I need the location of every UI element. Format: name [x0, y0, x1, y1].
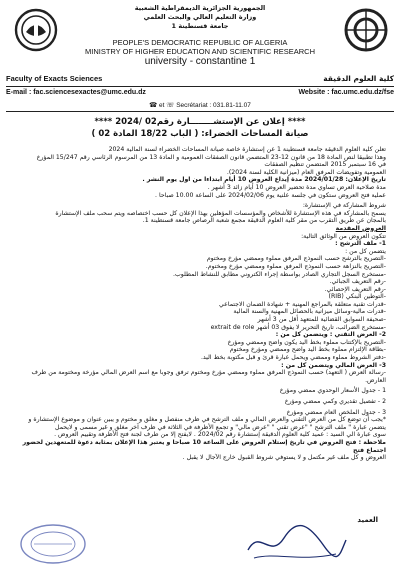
body-paragraph: وهذا تطبيقا لنص المادة 18 من قانون 12-23 المتضمن قانون الصفقات العمومية و المادة 13 من المرسوم الرئاسي رقم 15/247 المؤرخ: [36, 153, 386, 161]
list-item: -بطاقة الإلتزام مملوء بخط اليد واضح وممضي ومؤرخ ومختوم: [229, 346, 386, 354]
phone-text: ☎ et ☏ Secrétariat : 031.81-11.07: [149, 102, 251, 109]
divider: [6, 86, 394, 87]
announcement-date: تاريخ الإعلان: 2024/01/28 مدة إيداع العروض 10 أيام ابتداءا من اول يوم النشر .: [142, 176, 386, 184]
list-item: -رسالة العرض ( التعهد) حسب النموذج المرفق مملوء وممضي مؤرخ ومختوم ترفق وجوبا مع اسم العرض المالي مؤرخة ومختومة من طرف: [31, 369, 386, 377]
body-paragraph: تعلن كلية العلوم الدقيقة جامعة قسنطينة 1 عن إستشارة خاصة صيانة المساحات الخضراء لسنة المالية 2024: [108, 146, 386, 153]
header-arabic: [60, 4, 340, 31]
title-subject: صيانة المساحات الخضراء: ( الباب 18/22 المادة 02 ): [91, 129, 309, 139]
official-stamp-icon: [18, 522, 88, 566]
numbered-item: 1 - جدول الأسعار الوحدوي ممضي ومؤرخ: [279, 387, 386, 395]
faculty-name-fr: Faculty of Exacts Sciences: [6, 74, 103, 83]
faculty-row: [6, 74, 394, 86]
body-paragraph: بالمجان عن طريق التقرب من مقر كلية العلوم الدقيقة مجمع شعبة الرصاص جامعة قسنطينة 1.: [142, 217, 386, 225]
announcement-body: [16, 146, 386, 462]
header-french: [0, 38, 400, 67]
header-fr-line: MINISTRY OF HIGHER EDUCATION AND SCIENTIFIC RESEARCH: [84, 47, 316, 56]
body-paragraph: يسمح بالمشاركة في هذه الإستشارة للأشخاص والمؤسسات المؤهلين بهذا الإعلان كل حسب اختصاصه ويتم سحب ملف الإستشارة: [55, 209, 386, 217]
title-line: **** إعلان عن الإستشــــــــارة رقم02 /2024 ****: [94, 117, 306, 127]
signature-icon: [240, 520, 350, 566]
announcement-title: [20, 116, 380, 140]
list-item: -مستخرج السجل التجاري الصادر بواسطة إجراء الكتروني مطابق للنشاط المطلوب.: [173, 270, 386, 278]
list-item: [16, 324, 386, 332]
list-item: -رقم التعريف الإحصائي.: [324, 285, 386, 293]
body-paragraph: يتضمن كل من :: [345, 247, 386, 255]
header-ar-line: الجمهورية الجزائرية الديمقراطية الشعبية: [134, 4, 266, 12]
list-item: -التصريح بالإكتتاب مملوء بخط اليد يكون واضح وممضي ومؤرخ: [227, 338, 386, 346]
list-item: -التوطين البنكي (RIB): [328, 293, 386, 301]
divider: [6, 111, 394, 112]
note-paragraph: ملاحظة : فتح العروض في تاريخ إستلام العروض على الساعة 10 صباحا و يعتبر هذا الإعلان بمثابة دعوة للمتعهدين لحضور اجتماع فتح: [22, 438, 386, 454]
list-item: -رقم التعريف الجبائي.: [329, 278, 386, 286]
list-item: -التصريح بالنزاهة حسب النموذج المرفق مملوء وممضي مؤرخ ومختوم.: [205, 262, 386, 270]
body-paragraph: يتضمن عبارة " ملف الترشح " "عرض تقني " "عرض مالي" و تجمع الأظرفة في الثلاثة في ظرف آخر مغلق و غير مسمى و لايحمل: [55, 423, 386, 431]
body-paragraph: مدة صلاحية العرض تساوي مدة تحضير العروض 10 أيام زائد 3 أشهر .: [207, 183, 386, 191]
header-ar-line: وزارة التعليم العالي والبحث العلمي: [143, 13, 257, 21]
body-paragraph: تتكون العروض من الوثائق التالية:: [301, 232, 386, 240]
section-heading: 3- العرض المالي ويتضمن كل من :: [281, 361, 386, 369]
list-item-text: -مستخرج الضرائب، تاريخ التحرير لا يفوق 03 أشهر: [256, 323, 386, 331]
list-item: العارض.: [365, 376, 386, 384]
numbered-item: 3 - جدول الملخص العام ممضي ومؤرخ: [286, 408, 386, 416]
header-fr-line: PEOPLE'S DEMOCRATIC REPUBLIC OF ALGERIA: [112, 38, 288, 47]
email-text: E-mail : fac.sciencesexactes@umc.edu.dz: [6, 89, 146, 96]
section-heading: 1- ملف الترشح :: [335, 240, 386, 248]
numbered-item: 2 - تفصيل تقديري وكمي ممضي ومؤرخ: [284, 398, 386, 405]
body-paragraph: سوى عبارة الي السيد : عميد كلية العلوم الدقيقة إستشارة رقم 2024/02 . لايفتح إلا من طرف لجنة فتح الأظرفة وتقييم العروض .: [54, 431, 386, 439]
body-paragraph: *يجب أن توضع كل من العرض التقني والعرض المالي و ملف الترشح في ظرف منفصل و مغلق و مختوم و يبين عنوان و موضوع الإستشارة و: [28, 416, 386, 424]
dean-label: العميد: [357, 516, 378, 524]
header-fr-university: university - constantine 1: [144, 56, 256, 67]
list-item: -صحيفة السوابق القضائية للمتعهد أقل من 3 أشهر: [257, 316, 386, 324]
opening-date: عملية فتح العروض ستكون في جلسة علنية يوم 2024/02/06 على الساعة 10.00 صباحا .: [155, 191, 386, 199]
section-heading: العروض المقدمة: [335, 224, 386, 232]
list-item: -قدرات تقنية متعلقة بالمراجع المهنية + شهادة الضمان الاجتماعي: [218, 300, 386, 308]
header-ar-line: جامعة قسنطينة 1: [171, 22, 229, 30]
list-item: -دفتر الشروط مملوء وممضي ويحمل عبارة قرئ و قبل مكتوبة بخط اليد.: [200, 354, 386, 362]
list-item: -التصريح بالترشح حسب النموذج المرفق مملوء وممضي مؤرخ ومختوم: [206, 255, 386, 263]
body-paragraph: في 16 سبتمبر 2015 المتضمن تنظيم الصفقات: [264, 161, 386, 169]
body-paragraph: العروض و كل ملف غير مكتمل و لا يستوفي شروط القبول خارج الآجال لا يقبل .: [182, 454, 386, 462]
participation-heading: شروط المشاركة في الإستشارة:: [302, 202, 386, 210]
section-heading: 2- العرض التقني : ويتضمن كل من :: [275, 331, 386, 339]
faculty-name-ar: كلية العلوم الدقيقة: [323, 74, 394, 83]
extrait-de-role: extrait de role: [210, 323, 255, 331]
body-paragraph: العمومية وتفويضات المرفق العام (ميزانية الكلية لسنة 2024).: [226, 168, 386, 176]
list-item: -قدرات مالية-وسائل ميزانية بالحصائل المهنية والسنة المالية: [233, 308, 386, 316]
contact-row: [6, 89, 394, 100]
website-text: Website : fac.umc.edu.dz/fse: [298, 89, 394, 96]
